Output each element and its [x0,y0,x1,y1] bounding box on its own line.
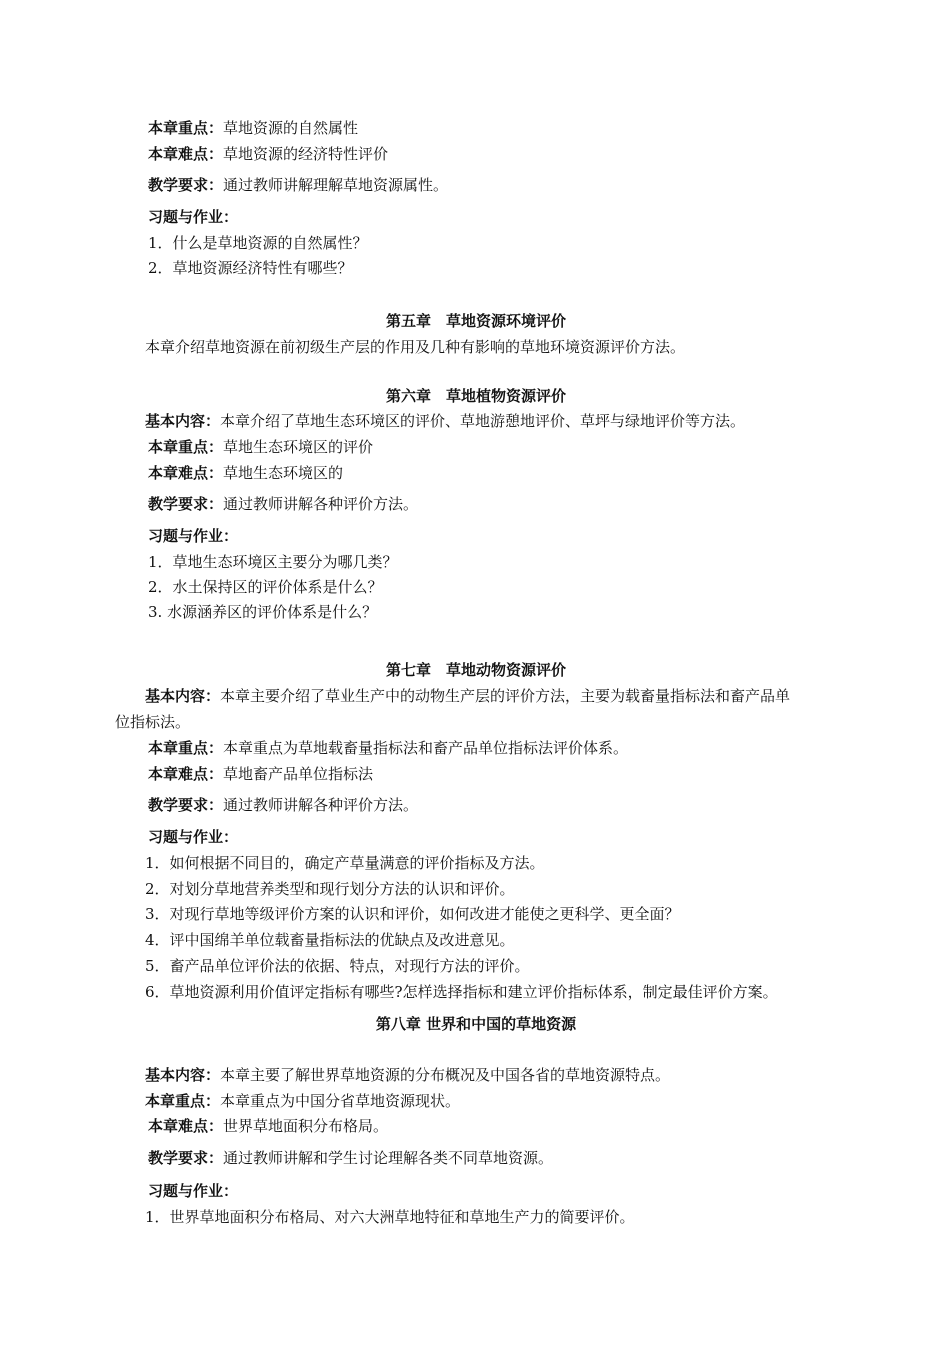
homework-label: 习题与作业： [148,1182,239,1200]
focus-text: 草地资源的自然属性 [223,119,359,137]
focus-label: 本章重点： [145,1092,221,1110]
focus-label: 本章重点： [148,119,224,137]
requirement-line [148,795,418,815]
question-item: 3．对现行草地等级评价方案的认识和评价，如何改进才能使之更科学、更全面？ [145,905,680,923]
question-item: 1．如何根据不同目的，确定产草量满意的评价指标及方法。 [145,854,545,872]
question-item: 5．畜产品单位评价法的依据、特点，对现行方法的评价。 [145,957,530,975]
content-line [145,411,745,431]
content-label: 基本内容： [145,1066,221,1084]
content-line [145,1065,670,1085]
requirement-label: 教学要求： [148,176,224,194]
difficulty-text: 草地生态环境区的 [223,464,344,482]
homework-label: 习题与作业： [148,208,239,226]
chapter-title: 第五章 草地资源环境评价 [385,312,566,330]
requirement-text: 通过教师讲解理解草地资源属性。 [223,176,449,194]
difficulty-label: 本章难点： [148,464,224,482]
difficulty-label: 本章难点： [148,1117,224,1135]
content-text: 本章主要介绍了草业生产中的动物生产层的评价方法，主要为载畜量指标法和畜产品单 [220,687,791,705]
content-continuation: 位指标法。 [115,713,191,731]
difficulty-line [148,463,343,483]
chapter-title: 第七章 草地动物资源评价 [385,661,566,679]
homework-label: 习题与作业： [148,828,239,846]
difficulty-text: 世界草地面积分布格局。 [223,1117,389,1135]
focus-text: 草地生态环境区的评价 [223,438,374,456]
focus-line [148,437,373,457]
focus-line [148,738,628,758]
question-item: 1．世界草地面积分布格局、对六大洲草地特征和草地生产力的简要评价。 [145,1208,635,1226]
homework-label: 习题与作业： [148,527,239,545]
requirement-text: 通过教师讲解各种评价方法。 [223,796,419,814]
question-item: 2．草地资源经济特性有哪些？ [148,259,353,277]
content-label: 基本内容： [145,687,221,705]
requirement-label: 教学要求： [148,1149,224,1167]
content-label: 基本内容： [145,412,221,430]
focus-text: 本章重点为中国分省草地资源现状。 [220,1092,461,1110]
difficulty-label: 本章难点： [148,765,224,783]
question-item: 2．对划分草地营养类型和现行划分方法的认识和评价。 [145,880,515,898]
focus-line [148,118,358,138]
difficulty-line [148,144,388,164]
content-text: 本章主要了解世界草地资源的分布概况及中国各省的草地资源特点。 [220,1066,671,1084]
difficulty-label: 本章难点： [148,145,224,163]
requirement-label: 教学要求： [148,796,224,814]
question-item: 1．草地生态环境区主要分为哪几类？ [148,553,398,571]
difficulty-line [148,1116,388,1136]
content-text: 本章介绍了草地生态环境区的评价、草地游憩地评价、草坪与绿地评价等方法。 [220,412,746,430]
focus-label: 本章重点： [148,739,224,757]
requirement-label: 教学要求： [148,495,224,513]
question-item: 3. 水源涵养区的评价体系是什么？ [148,603,378,621]
question-item: 2．水土保持区的评价体系是什么？ [148,578,383,596]
chapter-title: 第六章 草地植物资源评价 [385,387,566,405]
difficulty-text: 草地畜产品单位指标法 [223,765,374,783]
content-line [145,686,790,706]
question-item: 6．草地资源利用价值评定指标有哪些?怎样选择指标和建立评价指标体系，制定最佳评价方案。 [145,983,778,1001]
requirement-line [148,1148,553,1168]
requirement-line [148,494,418,514]
focus-label: 本章重点： [148,438,224,456]
chapter-intro: 本章介绍草地资源在前初级生产层的作用及几种有影响的草地环境资源评价方法。 [145,338,686,356]
difficulty-text: 草地资源的经济特性评价 [223,145,389,163]
difficulty-line [148,764,373,784]
chapter-title: 第八章 世界和中国的草地资源 [375,1015,577,1033]
question-item: 1．什么是草地资源的自然属性？ [148,234,368,252]
focus-text: 本章重点为草地载畜量指标法和畜产品单位指标法评价体系。 [223,739,629,757]
requirement-text: 通过教师讲解各种评价方法。 [223,495,419,513]
question-item: 4．评中国绵羊单位载畜量指标法的优缺点及改进意见。 [145,931,515,949]
requirement-text: 通过教师讲解和学生讨论理解各类不同草地资源。 [223,1149,554,1167]
requirement-line [148,175,448,195]
focus-line [145,1091,460,1111]
